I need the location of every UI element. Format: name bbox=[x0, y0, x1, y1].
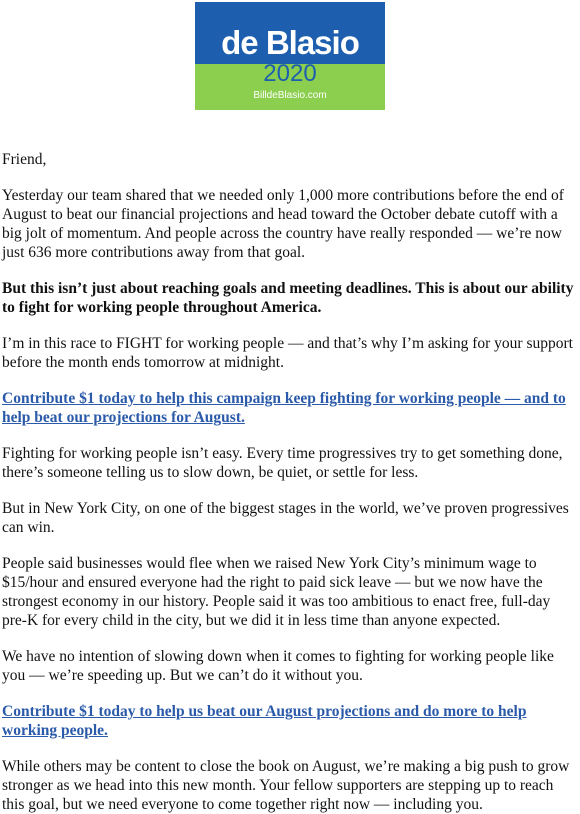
email-body bbox=[0, 120, 580, 814]
paragraph-8: While others may be content to close the book on August, we’re making a big push to grow stronger as we head into this new month. Your fellow supporters are stepping up to reach this goal, but we need everyone to come together right now — including you. bbox=[2, 758, 570, 813]
paragraph-2-bold: But this isn’t just about reaching goals and meeting deadlines. This is about our ability to fight for working people throughout America. bbox=[2, 280, 574, 316]
contribute-link-2[interactable]: Contribute $1 today to help us beat our August projections and do more to help working people. bbox=[2, 703, 527, 739]
paragraph-1: Yesterday our team shared that we needed only 1,000 more contributions before the end of August to beat our financial projections and head toward the October debate cutoff with a big jolt of momentum. And people across the country have really responded — we’re now just 636 more contributions away from that goal. bbox=[2, 187, 564, 261]
paragraph-6: People said businesses would flee when we raised New York City’s minimum wage to $15/hour and ensured everyone had the right to paid sick leave — but we now have the strongest economy in our history. People said it was too ambitious to enact free, full-day pre-K for every child in the city, but we did it in less time than anyone expected. bbox=[2, 555, 551, 629]
paragraph-3: I’m in this race to FIGHT for working people — and that’s why I’m asking for your support before the month ends tomorrow at midnight. bbox=[2, 335, 573, 371]
logo-year: 2020 bbox=[263, 60, 317, 87]
logo-name: de Blasio bbox=[221, 24, 359, 61]
paragraph-7: We have no intention of slowing down when it comes to fighting for working people like you — we’re speeding up. But we can’t do it without you. bbox=[2, 648, 554, 684]
paragraph-4: Fighting for working people isn’t easy. Every time progressives try to get something done, there’s someone telling us to slow down, be quiet, or settle for less. bbox=[2, 445, 563, 481]
campaign-logo[interactable] bbox=[195, 2, 385, 110]
contribute-link-1[interactable]: Contribute $1 today to help this campaign keep fighting for working people — and to help beat our projections for August. bbox=[2, 390, 566, 426]
greeting: Friend, bbox=[2, 151, 47, 168]
header bbox=[0, 0, 580, 120]
paragraph-5: But in New York City, on one of the biggest stages in the world, we’ve proven progressives can win. bbox=[2, 500, 569, 536]
logo-url: BilldeBlasio.com bbox=[253, 90, 327, 101]
logo-bottom-panel bbox=[195, 60, 385, 110]
logo-top-panel bbox=[195, 2, 385, 64]
